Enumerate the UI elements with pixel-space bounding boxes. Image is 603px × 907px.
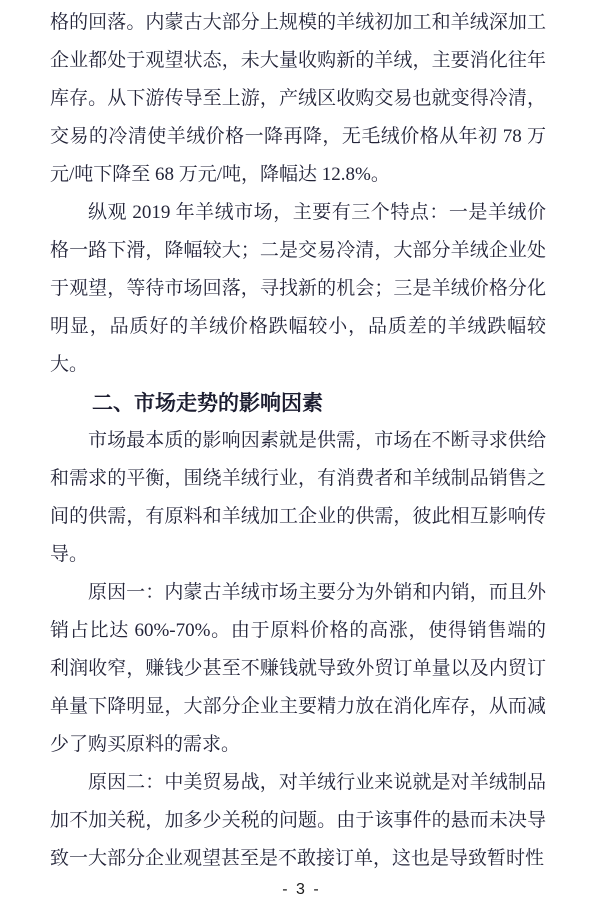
paragraph-continued: 格的回落。内蒙古大部分上规模的羊绒初加工和羊绒深加工企业都处于观望状态，未大量收购新的羊绒，主要消化往年库存。从下游传导至上游，产绒区收购交易也就变得冷清，交易的冷清使羊绒价格一降再降，无毛绒价格从年初 78 万元/吨下降至 68 万元/吨，降幅达 12.8%。 [50,12,546,185]
paragraph-supply-demand: 市场最本质的影响因素就是供需，市场在不断寻求供给和需求的平衡，围绕羊绒行业，有消费者和羊绒制品销售之间的供需，有原料和羊绒加工企业的供需，彼此相互影响传导。 [50,430,546,565]
paragraph-reason-two: 原因二：中美贸易战，对羊绒行业来说就是对羊绒制品加不加关税，加多少关税的问题。由于该事件的悬而未决导致一大部分企业观望甚至是不敢接订单，这也是导致暂时性 [50,772,546,869]
page-number: - 3 - [282,881,321,898]
paragraph-reason-one: 原因一：内蒙古羊绒市场主要分为外销和内销，而且外销占比达 60%-70%。由于原料价格的高涨，使得销售端的利润收窄，赚钱少甚至不赚钱就导致外贸订单量以及内贸订单量下降明显，大部分企业主要精力放在消化库存，从而减少了购买原料的需求。 [50,582,546,755]
paragraph-market-overview: 纵观 2019 年羊绒市场，主要有三个特点：一是羊绒价格一路下滑，降幅较大；二是交易冷清，大部分羊绒企业处于观望，等待市场回落，寻找新的机会；三是羊绒价格分化明显，品质好的羊绒价格跌幅较小，品质差的羊绒跌幅较大。 [50,202,546,375]
section-heading: 二、市场走势的影响因素 [92,391,323,415]
page-body [50,4,546,878]
